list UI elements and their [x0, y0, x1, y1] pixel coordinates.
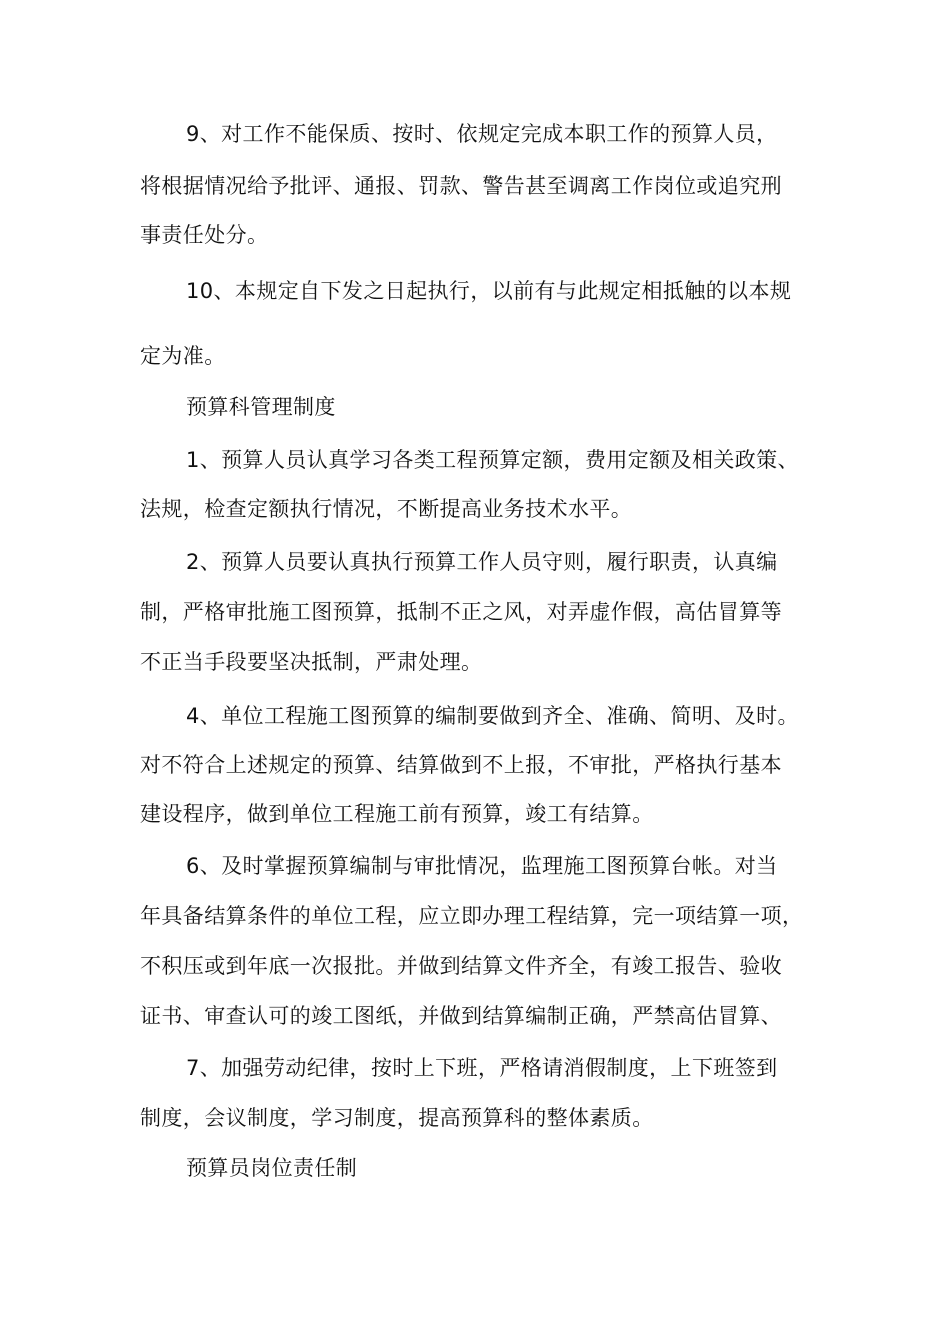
paragraph-line: 制度，会议制度，学习制度，提高预算科的整体素质。 [140, 1106, 654, 1130]
paragraph-line: 6、及时掌握预算编制与审批情况，监理施工图预算台帐。对当 [186, 854, 778, 878]
section-heading: 预算科管理制度 [186, 395, 336, 419]
paragraph-line: 2、预算人员要认真执行预算工作人员守则，履行职责，认真编 [186, 550, 778, 574]
paragraph-line: 将根据情况给予批评、通报、罚款、警告甚至调离工作岗位或追究刑 [140, 174, 782, 198]
paragraph-line: 证书、审查认可的竣工图纸，并做到结算编制正确，严禁高估冒算、 [140, 1004, 782, 1028]
paragraph-line: 4、单位工程施工图预算的编制要做到齐全、准确、简明、及时。 [186, 704, 799, 728]
paragraph-line: 制，严格审批施工图预算，抵制不正之风，对弄虚作假，高估冒算等 [140, 600, 782, 624]
paragraph-line: 10、本规定自下发之日起执行，以前有与此规定相抵触的以本规 [186, 279, 792, 303]
paragraph-line: 建设程序，做到单位工程施工前有预算，竣工有结算。 [140, 802, 654, 826]
paragraph-line: 不积压或到年底一次报批。并做到结算文件齐全，有竣工报告、验收 [140, 954, 782, 978]
section-heading: 预算员岗位责任制 [186, 1156, 358, 1180]
paragraph-line: 7、加强劳动纪律，按时上下班，严格请消假制度，上下班签到 [186, 1056, 778, 1080]
paragraph-line: 法规，检查定额执行情况，不断提高业务技术水平。 [140, 497, 633, 521]
paragraph-line: 事责任处分。 [140, 223, 269, 247]
paragraph-line: 9、对工作不能保质、按时、依规定完成本职工作的预算人员， [186, 122, 778, 146]
paragraph-line: 年具备结算条件的单位工程，应立即办理工程结算，完一项结算一项， [140, 904, 804, 928]
paragraph-line: 定为准。 [140, 344, 226, 368]
paragraph-line: 不正当手段要坚决抵制，严肃处理。 [140, 650, 483, 674]
paragraph-line: 对不符合上述规定的预算、结算做到不上报，不审批，严格执行基本 [140, 753, 782, 777]
paragraph-line: 1、预算人员认真学习各类工程预算定额，费用定额及相关政策、 [186, 448, 799, 472]
